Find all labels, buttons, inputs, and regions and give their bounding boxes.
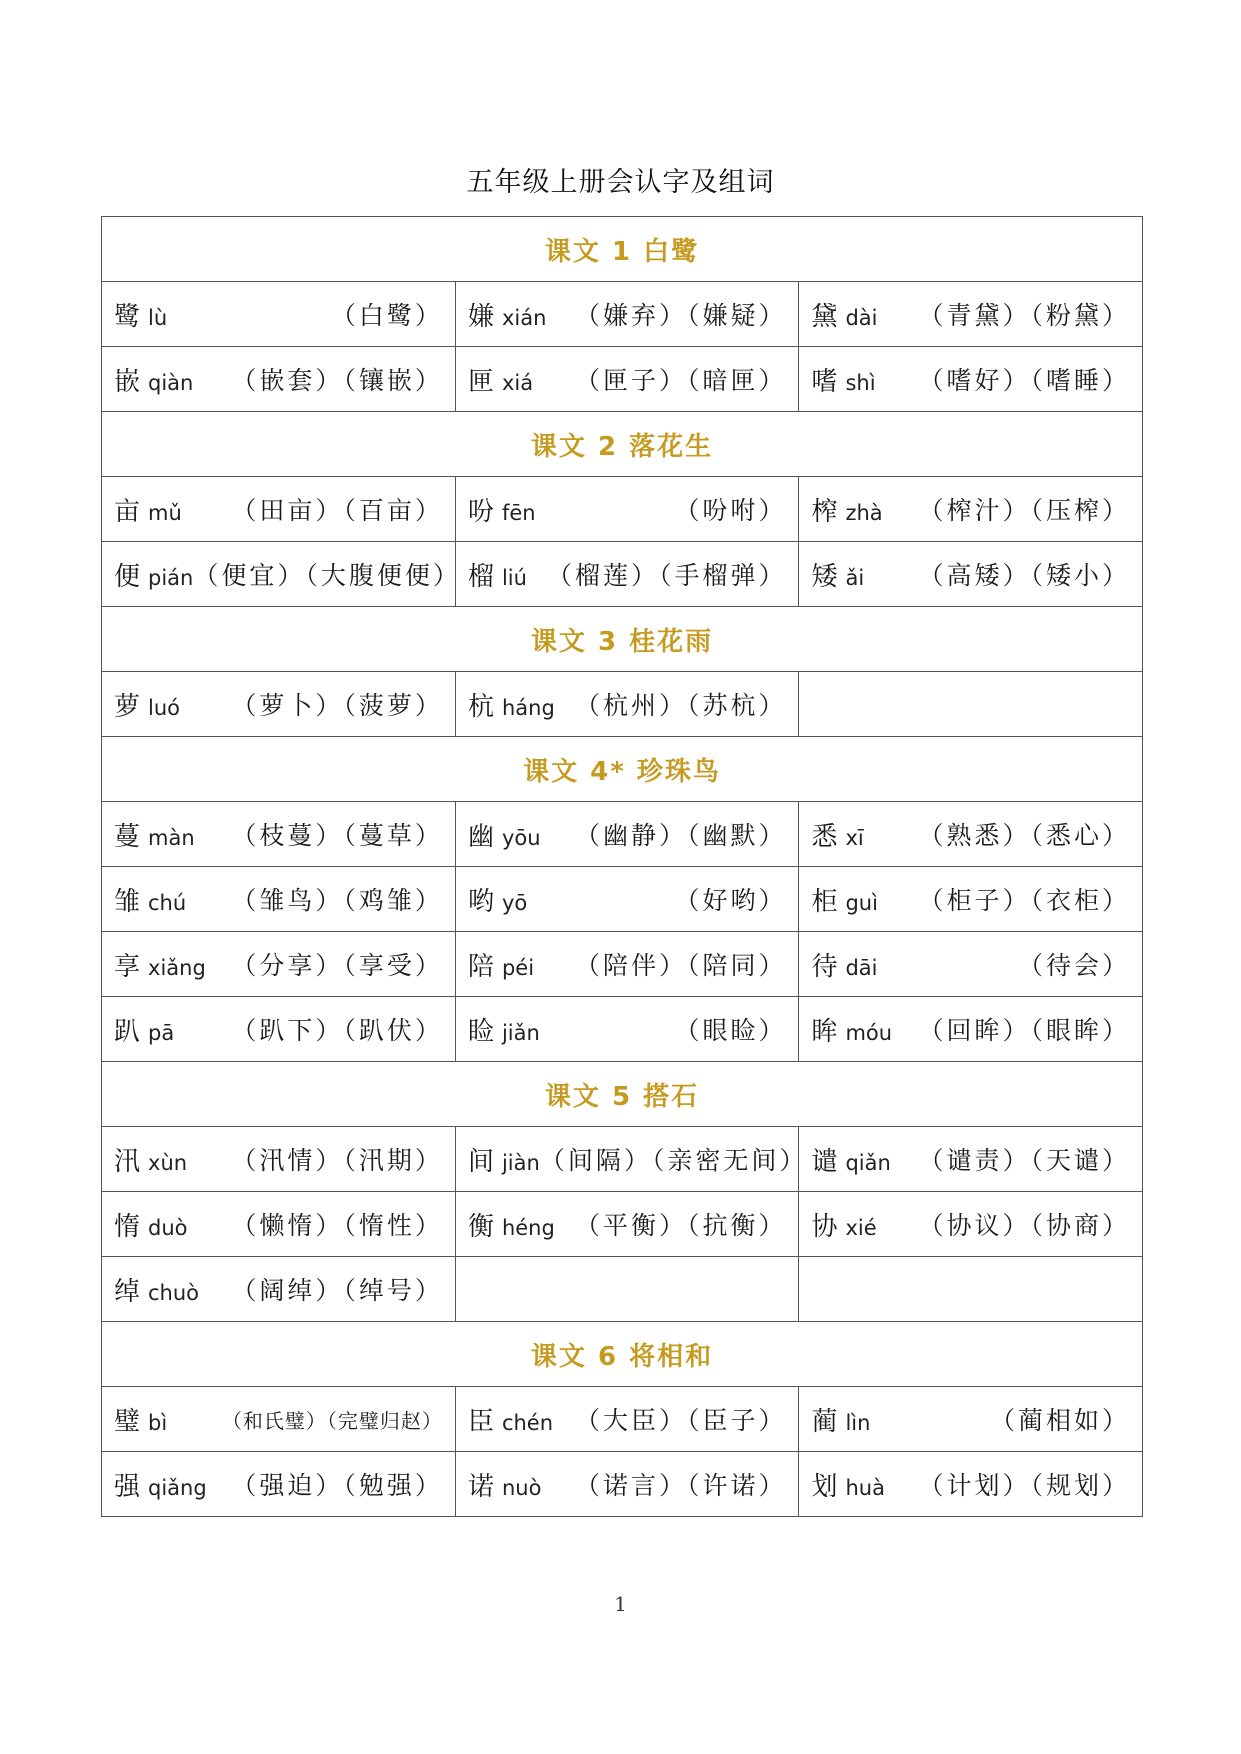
character: 鹭 [114,301,141,332]
vocab-entry-content [468,361,787,398]
example-words: （高矮）（矮小） [918,561,1130,590]
vocab-entry [102,997,456,1062]
vocab-entry-content [811,1206,1130,1243]
example-words: （谴责）（天谴） [918,1146,1130,1175]
character-group [468,296,546,333]
section-header-row [102,217,1143,282]
character-group [811,1466,885,1503]
vocab-entry-content [811,296,1130,333]
character: 间 [467,1146,494,1177]
character-group [811,491,882,528]
vocab-entry-content [468,881,787,918]
pinyin: jiǎn [501,1020,540,1045]
vocab-row [102,347,1143,412]
vocab-entry [455,672,799,737]
character: 待 [811,951,838,982]
vocab-entry-content [811,1141,1130,1178]
pinyin: héng [501,1215,555,1240]
example-words: （熟悉）（悉心） [918,821,1130,850]
vocab-entry [102,1387,456,1452]
character-group [114,1271,199,1308]
example-words: （计划）（规划） [918,1471,1130,1500]
character: 强 [114,1471,141,1502]
vocab-entry [455,997,799,1062]
pinyin: xī [845,825,864,850]
character: 悉 [811,821,838,852]
vocab-entry-content [811,556,1130,593]
vocab-entry-content [114,296,443,333]
example-words: （平衡）（抗衡） [574,1211,787,1240]
character: 眸 [811,1016,838,1047]
pinyin: mǔ [148,500,182,525]
example-words: （萝卜）（菠萝） [231,691,443,720]
vocab-entry-content [114,491,443,528]
vocab-entry [102,802,456,867]
example-words: （嫌弃）（嫌疑） [574,301,787,330]
example-words: （和氏璧）（完璧归赵） [221,1408,443,1433]
vocab-entry-content [811,1401,1130,1438]
vocab-entry-content [114,1011,443,1048]
character: 衡 [467,1211,494,1242]
vocab-entry-content [114,361,443,398]
character: 臣 [467,1406,494,1437]
pinyin: xiá [501,370,534,395]
vocab-row [102,932,1143,997]
example-words: （匣子）（暗匣） [574,366,787,395]
pinyin: fēn [501,500,536,525]
pinyin: qiàn [148,370,194,395]
character-group [811,556,864,593]
example-words: （榴莲）（手榴弹） [546,561,787,590]
vocab-entry [799,347,1143,412]
example-words: （枝蔓）（蔓草） [231,821,443,850]
vocab-entry [799,932,1143,997]
character: 汛 [114,1146,141,1177]
pinyin: duò [148,1215,188,1240]
example-words: （回眸）（眼眸） [918,1016,1130,1045]
character: 萝 [114,691,141,722]
vocab-entry-content [468,296,787,333]
vocab-entry-content [114,1141,443,1178]
vocab-entry [455,282,799,347]
page-number: 1 [614,1592,627,1616]
vocab-entry [102,1192,456,1257]
character-group [114,686,180,723]
example-words: （蔺相如） [989,1406,1130,1435]
vocabulary-table [101,216,1143,1517]
character: 柜 [811,886,838,917]
character: 陪 [467,951,494,982]
example-words: （吩咐） [674,496,787,525]
character: 睑 [467,1016,494,1047]
section-header-row [102,737,1143,802]
section-heading: 课文 5 搭石 [102,1062,1143,1127]
character: 蔺 [811,1406,838,1437]
vocab-entry-content [114,881,443,918]
character-group [114,1141,187,1178]
example-words: （雏鸟）（鸡雏） [231,886,443,915]
pinyin: qiǎn [845,1150,891,1175]
vocab-entry [102,672,456,737]
section-header-row [102,1062,1143,1127]
vocab-entry [455,1452,799,1517]
vocab-row [102,802,1143,867]
vocab-entry-content [468,946,787,983]
vocab-entry-content [811,491,1130,528]
example-words: （嵌套）（镶嵌） [231,366,443,395]
vocab-row [102,997,1143,1062]
example-words: （分享）（享受） [231,951,443,980]
vocab-row [102,542,1143,607]
vocab-entry [455,1387,799,1452]
vocab-entry-content [114,1466,443,1503]
vocab-entry-content [114,1206,443,1243]
vocab-entry [455,802,799,867]
character-group [468,1401,553,1438]
character-group [468,361,533,398]
vocab-entry-content [468,816,787,853]
character: 雏 [114,886,141,917]
character: 哟 [467,886,494,917]
example-words: （好哟） [674,886,787,915]
character-group [114,361,193,398]
character-group [114,816,195,853]
vocab-entry-content [114,686,443,723]
character-group [114,946,206,983]
vocab-entry-content [811,1011,1130,1048]
vocab-entry [102,1257,456,1322]
character-group [114,491,182,528]
example-words: （青黛）（粉黛） [918,301,1130,330]
pinyin: lù [148,305,168,330]
pinyin: chén [501,1410,554,1435]
character-group [811,881,878,918]
character-group [811,816,863,853]
character-group [811,1141,890,1178]
vocab-entry-content [468,1401,787,1438]
pinyin: bì [148,1410,168,1435]
vocab-entry [102,1127,456,1192]
example-words: （田亩）（百亩） [231,496,443,525]
vocab-entry-content [114,816,443,853]
vocab-row [102,282,1143,347]
character-group [811,1011,892,1048]
pinyin: shì [845,370,876,395]
example-words: （间隔）（亲密无间） [539,1146,808,1175]
vocab-entry [102,347,456,412]
character: 惰 [114,1211,141,1242]
section-header-row [102,1322,1143,1387]
character: 吩 [467,496,494,527]
vocab-entry [799,802,1143,867]
character: 绰 [114,1276,141,1307]
example-words: （待会） [1017,951,1130,980]
example-words: （趴下）（趴伏） [231,1016,443,1045]
vocab-entry-content [811,816,1130,853]
character-group [468,1011,540,1048]
vocab-entry-content [467,1141,808,1178]
vocab-entry-content [114,1401,443,1438]
pinyin: guì [845,890,878,915]
vocab-entry-content [468,1011,787,1048]
vocab-row [102,1192,1143,1257]
character: 矮 [811,561,838,592]
vocab-entry [455,347,799,412]
character-group [468,686,555,723]
character: 幽 [467,821,494,852]
pinyin: huà [845,1475,885,1500]
character: 划 [811,1471,838,1502]
character-group [468,1466,541,1503]
character-group [468,491,536,528]
vocab-entry-content [468,491,787,528]
vocab-row [102,672,1143,737]
example-words: （杭州）（苏杭） [574,691,787,720]
vocab-entry-content [114,1271,443,1308]
vocab-entry [455,932,799,997]
pinyin: xié [845,1215,877,1240]
vocab-row [102,1387,1143,1452]
character-group [811,296,877,333]
character-group [468,946,534,983]
pinyin: lìn [845,1410,871,1435]
pinyin: dāi [845,955,878,980]
vocab-entry [102,477,456,542]
character-group [811,1206,876,1243]
character-group [811,946,877,983]
character: 谴 [811,1146,838,1177]
example-words: （便宜）（大腹便便） [193,561,461,590]
character-group [114,1466,207,1503]
section-header-row [102,607,1143,672]
example-words: （协议）（协商） [918,1211,1130,1240]
character-group [811,1401,870,1438]
pinyin: péi [501,955,535,980]
character-group [114,1206,188,1243]
pinyin: móu [845,1020,893,1045]
vocab-row [102,1452,1143,1517]
vocab-entry [799,867,1143,932]
vocab-entry-content [468,1466,787,1503]
vocab-entry [102,932,456,997]
example-words: （大臣）（臣子） [574,1406,787,1435]
character: 诺 [467,1471,494,1502]
pinyin: pián [148,565,194,590]
character: 璧 [114,1406,141,1437]
section-header-row [102,412,1143,477]
pinyin: nuò [501,1475,542,1500]
pinyin: ǎi [845,565,865,590]
vocab-entry [799,542,1143,607]
example-words: （陪伴）（陪同） [574,951,787,980]
character: 趴 [114,1016,141,1047]
pinyin: chú [148,890,187,915]
pinyin: yōu [501,825,541,850]
pinyin: luó [148,695,181,720]
vocab-entry [799,282,1143,347]
character: 黛 [811,301,838,332]
pinyin: xùn [148,1150,188,1175]
character: 榨 [811,496,838,527]
character-group [468,556,527,593]
vocab-entry-content [811,946,1130,983]
section-heading: 课文 2 落花生 [102,412,1143,477]
vocab-entry [455,867,799,932]
vocab-entry-content [114,556,461,593]
pinyin: háng [501,695,555,720]
pinyin: qiǎng [148,1475,207,1500]
vocab-entry-content [811,361,1130,398]
vocab-row [102,1127,1143,1192]
section-heading: 课文 1 白鹭 [102,217,1143,282]
vocab-entry-content [468,556,787,593]
vocab-entry-content [468,686,787,723]
character-group [468,1206,555,1243]
vocab-entry [102,1452,456,1517]
vocab-entry [455,477,799,542]
pinyin: jiàn [501,1150,540,1175]
character: 享 [114,951,141,982]
vocab-entry [799,477,1143,542]
pinyin: zhà [845,500,883,525]
character: 协 [811,1211,838,1242]
vocab-row [102,1257,1143,1322]
example-words: （幽静）（幽默） [574,821,787,850]
section-heading: 课文 6 将相和 [102,1322,1143,1387]
empty-cell [799,1257,1143,1322]
character-group [468,881,527,918]
character-group [114,881,186,918]
vocab-entry [102,542,461,607]
example-words: （榨汁）（压榨） [918,496,1130,525]
vocab-entry [799,1387,1143,1452]
example-words: （嗜好）（嗜睡） [918,366,1130,395]
vocab-row [102,867,1143,932]
pinyin: màn [148,825,195,850]
character: 嵌 [114,366,141,397]
vocab-entry [799,1127,1143,1192]
vocab-entry [455,542,799,607]
example-words: （诺言）（许诺） [574,1471,787,1500]
page-title: 五年级上册会认字及组词 [466,167,775,198]
vocab-entry [102,282,456,347]
pinyin: dài [845,305,878,330]
pinyin: xiǎng [148,955,206,980]
character: 榴 [467,561,494,592]
pinyin: pā [148,1020,175,1045]
character-group [114,1011,174,1048]
character: 匣 [467,366,494,397]
character: 蔓 [114,821,141,852]
pinyin: liú [501,565,527,590]
example-words: （强迫）（勉强） [231,1471,443,1500]
example-words: （柜子）（衣柜） [918,886,1130,915]
example-words: （眼睑） [674,1016,787,1045]
character: 杭 [467,691,494,722]
section-heading: 课文 4* 珍珠鸟 [102,737,1143,802]
character-group [468,1141,540,1178]
character-group [114,296,167,333]
vocab-entry [799,1192,1143,1257]
character-group [114,1401,167,1438]
pinyin: chuò [148,1280,200,1305]
example-words: （阔绰）（绰号） [231,1276,443,1305]
empty-cell [455,1257,799,1322]
vocab-entry [102,867,456,932]
vocab-entry-content [468,1206,787,1243]
vocab-entry-content [114,946,443,983]
vocab-entry [455,1127,808,1192]
section-heading: 课文 3 桂花雨 [102,607,1143,672]
vocab-row [102,477,1143,542]
vocab-entry [799,997,1143,1062]
character-group [811,361,875,398]
character-group [114,556,193,593]
character: 亩 [114,496,141,527]
character: 嫌 [467,301,494,332]
vocab-entry-content [811,881,1130,918]
vocab-entry-content [811,1466,1130,1503]
example-words: （汛情）（汛期） [231,1146,443,1175]
pinyin: xián [501,305,547,330]
character: 嗜 [811,366,838,397]
character: 便 [114,561,141,592]
example-words: （白鹭） [330,301,443,330]
empty-cell [799,672,1143,737]
vocab-entry [455,1192,799,1257]
example-words: （懒惰）（惰性） [231,1211,443,1240]
vocab-entry [799,1452,1143,1517]
pinyin: yō [501,890,528,915]
character-group [468,816,541,853]
